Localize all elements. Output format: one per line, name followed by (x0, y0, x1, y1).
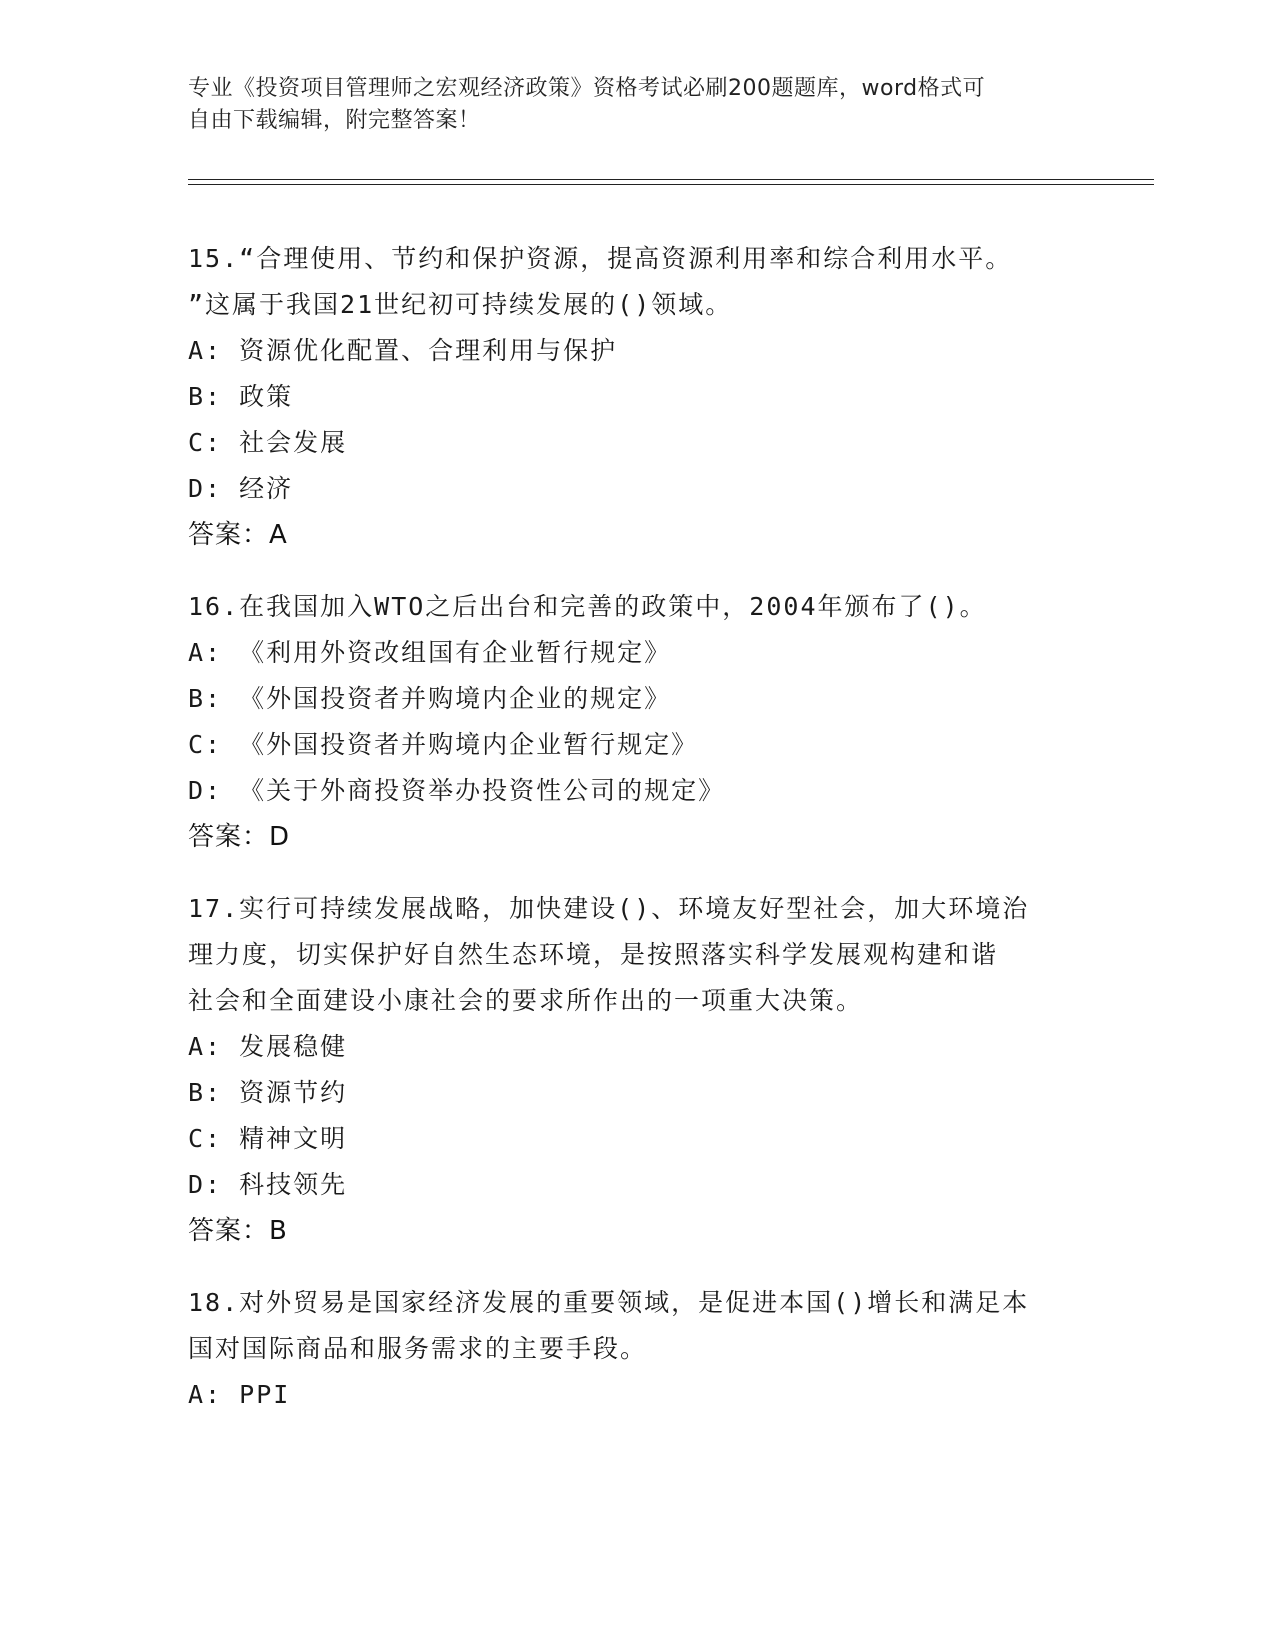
header-line-2: 自由下载编辑，附完整答案！ (188, 108, 481, 133)
option-c: C: 《外国投资者并购境内企业暂行规定》 (188, 730, 699, 759)
header-divider-bottom (188, 184, 1154, 185)
question-text-line: ”这属于我国21世纪初可持续发展的()领域。 (188, 290, 733, 319)
question-text-line: 17.实行可持续发展战略，加快建设()、环境友好型社会，加大环境治 (188, 894, 1030, 923)
answer-line (188, 814, 1088, 860)
option-a: A: PPI (188, 1380, 291, 1409)
option-a: A: 发展稳健 (188, 1032, 348, 1061)
question-list (188, 236, 1088, 1444)
answer-value: B (269, 1216, 288, 1246)
question-text-line: 18.对外贸易是国家经济发展的重要领域，是促进本国()增长和满足本 (188, 1288, 1030, 1317)
option-a: A: 《利用外资改组国有企业暂行规定》 (188, 638, 672, 667)
option-d: D: 《关于外商投资举办投资性公司的规定》 (188, 776, 726, 805)
option-b: B: 政策 (188, 382, 294, 411)
question-text-line: 理力度，切实保护好自然生态环境，是按照落实科学发展观构建和谐 (188, 940, 999, 969)
option-c: C: 精神文明 (188, 1124, 348, 1153)
question-text-line: 16.在我国加入WTO之后出台和完善的政策中，2004年颁布了()。 (188, 592, 987, 621)
answer-label: 答案： (188, 520, 270, 550)
option-a: A: 资源优化配置、合理利用与保护 (188, 336, 618, 365)
question-text-line: 社会和全面建设小康社会的要求所作出的一项重大决策。 (188, 986, 864, 1015)
question-text-line: 15.“合理使用、节约和保护资源，提高资源利用率和综合利用水平。 (188, 244, 1013, 273)
answer-value: D (269, 822, 291, 852)
option-b: B: 《外国投资者并购境内企业的规定》 (188, 684, 672, 713)
option-d: D: 经济 (188, 474, 294, 503)
question-18 (188, 1280, 1088, 1418)
answer-line (188, 512, 1088, 558)
question-17 (188, 886, 1088, 1254)
answer-label: 答案： (188, 822, 270, 852)
question-15 (188, 236, 1088, 558)
answer-label: 答案： (188, 1216, 270, 1246)
question-16 (188, 584, 1088, 860)
document-header (188, 73, 1068, 137)
question-text-line: 国对国际商品和服务需求的主要手段。 (188, 1334, 648, 1363)
option-d: D: 科技领先 (188, 1170, 348, 1199)
option-b: B: 资源节约 (188, 1078, 348, 1107)
option-c: C: 社会发展 (188, 428, 348, 457)
header-line-1: 专业《投资项目管理师之宏观经济政策》资格考试必刷200题题库，word格式可 (188, 76, 986, 101)
header-divider-top (188, 179, 1154, 180)
answer-value: A (269, 520, 288, 550)
answer-line (188, 1208, 1088, 1254)
